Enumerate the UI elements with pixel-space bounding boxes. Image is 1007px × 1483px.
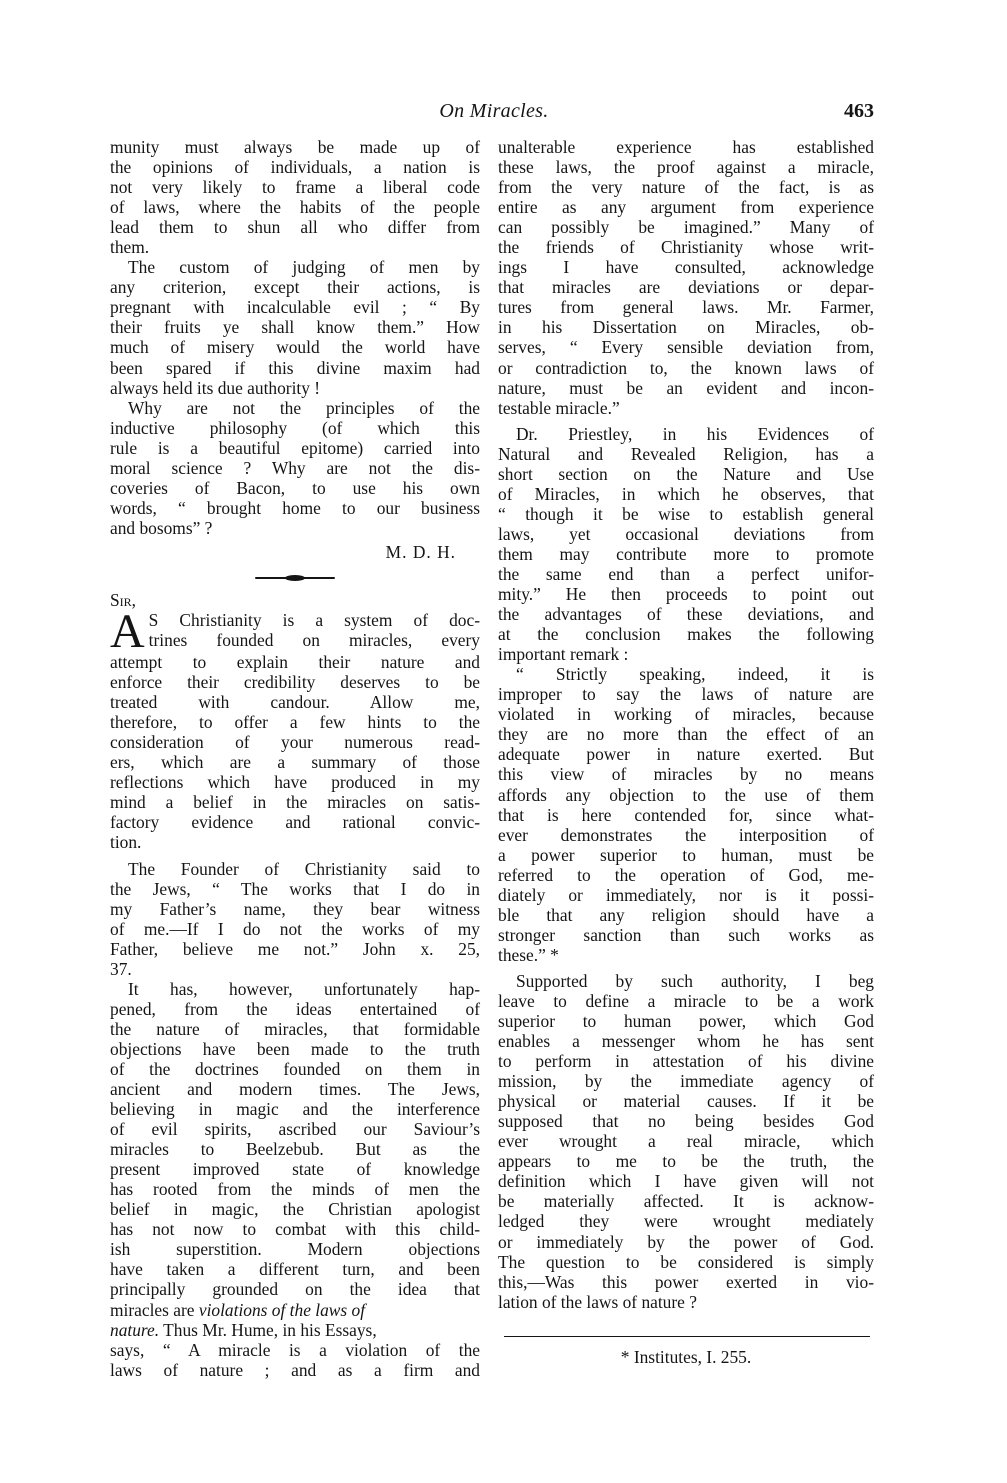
running-title: On Miracles. — [439, 100, 549, 122]
text-line: my Father’s name, they bear witness — [110, 898, 480, 919]
text-line: the same end than a perfect unifor- — [498, 563, 874, 584]
text-line: leave to define a miracle to be a work — [498, 990, 874, 1011]
footnote: * Institutes, I. 255. — [620, 1346, 752, 1367]
text-line: It has, however, unfortunately hap- — [128, 978, 480, 999]
divider-ornament — [255, 572, 335, 584]
text-line: believing in magic and the interference — [110, 1099, 480, 1120]
text-line: The question to be considered is simply — [498, 1251, 874, 1272]
text-line: belief in magic, the Christian apologist — [110, 1199, 480, 1220]
text-line: these.” * — [498, 944, 559, 965]
text-line: from the very nature of the fact, is as — [498, 177, 874, 198]
paragraph — [110, 979, 480, 1380]
text-line: superior to human power, which God — [498, 1011, 874, 1032]
right-column — [498, 137, 874, 1367]
text-line: these laws, the proof against a miracle, — [498, 157, 874, 178]
left-column — [110, 137, 480, 1380]
text-line: the friends of Christianity whose writ- — [498, 237, 874, 258]
text-line: referred to the operation of God, me- — [498, 864, 874, 885]
text-line: their fruits ye shall know them.” How — [110, 317, 480, 338]
text-line: a power superior to human, must be — [498, 844, 874, 865]
page-number: 463 — [844, 100, 874, 122]
text-line: been spared if this divine maxim had — [110, 357, 480, 378]
italic-span: violations of the laws of — [198, 1299, 366, 1320]
text-line: of me.—If I do not the works of my — [110, 918, 480, 939]
text-line: testable miracle.” — [498, 397, 620, 418]
paragraph — [110, 398, 480, 538]
text-line: the advantages of these deviations, and — [498, 604, 874, 625]
signature: M. D. H. — [385, 541, 456, 562]
text-line: ings I have consulted, acknowledge — [498, 257, 874, 278]
text-line: moral science ? Why are not the dis- — [110, 457, 480, 478]
text-line: violated in working of miracles, because — [498, 704, 874, 725]
text-line — [110, 1320, 480, 1340]
text-line: of Miracles, in which he observes, that — [498, 483, 874, 504]
text-line: always held its due authority ! — [110, 377, 321, 398]
text-line: tures from general laws. Mr. Farmer, — [498, 297, 874, 318]
text-line: short section on the Nature and Use — [498, 463, 874, 484]
text-line: coveries of Bacon, to use his own — [110, 477, 480, 498]
text-line: ledged they were wrought mediately — [498, 1211, 874, 1232]
text-line: of evil spirits, ascribed our Saviour’s — [110, 1119, 480, 1140]
text-span: miracles are — [110, 1299, 199, 1320]
text-line: mind a belief in the miracles on satis- — [110, 792, 480, 813]
text-line: “ though it be wise to establish general — [498, 503, 874, 524]
text-line: of the doctrines founded on them in — [110, 1058, 480, 1079]
text-line: ancient and modern times. The Jews, — [110, 1079, 480, 1100]
text-line: pregnant with incalculable evil ; “ By — [110, 297, 480, 318]
text-line: trines founded on miracles, every — [148, 630, 480, 651]
text-line: enables a messenger whom he has sent — [498, 1031, 874, 1052]
text-line: therefore, to offer a few hints to the — [110, 712, 480, 733]
text-line: enforce their credibility deserves to be — [110, 672, 480, 693]
footnote-rule — [504, 1336, 870, 1337]
text-span: Thus Mr. Hume, in his Essays, — [159, 1319, 377, 1340]
text-line: present improved state of knowledge — [110, 1159, 480, 1180]
text-line: appears to me to be the truth, the — [498, 1151, 874, 1172]
text-line: can possibly be imagined.” Many of — [498, 217, 874, 238]
text-line: they are no more than the effect of an — [498, 724, 874, 745]
text-line: consideration of your numerous read- — [110, 732, 480, 753]
text-line: at the conclusion makes the following — [498, 624, 874, 645]
text-line: reflections which have produced in my — [110, 772, 480, 793]
text-line: objections have been made to the truth — [110, 1038, 480, 1059]
text-line: affords any objection to the use of them — [498, 784, 874, 805]
text-line: improper to say the laws of nature are — [498, 684, 874, 705]
text-line: have taken a different turn, and been — [110, 1259, 480, 1280]
text-line: the opinions of individuals, a nation is — [110, 157, 480, 178]
paragraph — [498, 137, 874, 418]
text-line: and bosoms” ? — [110, 517, 213, 538]
text-line: The custom of judging of men by — [128, 257, 480, 278]
text-line: adequate power in nature exerted. But — [498, 744, 874, 765]
text-line: attempt to explain their nature and — [110, 652, 480, 673]
text-line: much of misery would the world have — [110, 337, 480, 358]
text-line: “ Strictly speaking, indeed, it is — [516, 664, 874, 685]
text-line: of laws, where the habits of the people — [110, 197, 480, 218]
text-line: this view of miracles by no means — [498, 764, 874, 785]
text-line: inductive philosophy (of which this — [110, 417, 480, 438]
text-line: ers, which are a summary of those — [110, 752, 480, 773]
text-line: 37. — [110, 958, 132, 979]
text-line: has rooted from the minds of men the — [110, 1179, 480, 1200]
paragraph — [110, 605, 480, 853]
text-line: or immediately by the power of God. — [498, 1231, 874, 1252]
text-line: or contradiction to, the known laws of — [498, 357, 874, 378]
text-line: Why are not the principles of the — [128, 397, 480, 418]
text-line: unalterable experience has established — [498, 137, 874, 157]
text-line: stronger sanction than such works as — [498, 924, 874, 945]
text-line: words, “ brought home to our business — [110, 497, 480, 518]
text-line: serves, “ Every sensible deviation from, — [498, 337, 874, 358]
italic-span: nature. — [110, 1319, 160, 1340]
text-line: treated with candour. Allow me, — [110, 692, 480, 713]
text-line: The Founder of Christianity said to — [128, 858, 480, 879]
text-line: that miracles are deviations or depar- — [498, 277, 874, 298]
text-line: says, “ A miracle is a violation of the — [110, 1339, 480, 1360]
text-line: mity.” He then proceeds to point out — [498, 584, 874, 605]
page-header — [108, 100, 880, 130]
text-line: nature, must be an evident and incon- — [498, 377, 874, 398]
text-line: ble that any religion should have a — [498, 904, 874, 925]
drop-cap: A — [110, 605, 145, 659]
text-line: pened, from the ideas entertained of — [110, 998, 480, 1019]
text-line: munity must always be made up of — [110, 137, 480, 157]
text-line: supposed that no being besides God — [498, 1111, 874, 1132]
text-line: definition which I have given will not — [498, 1171, 874, 1192]
text-line: laws of nature ; and as a firm and — [110, 1359, 480, 1380]
paragraph — [498, 424, 874, 665]
paragraph — [110, 257, 480, 397]
text-line: not very likely to frame a liberal code — [110, 177, 480, 198]
text-line: lation of the laws of nature ? — [498, 1291, 697, 1312]
text-line: that is here contended for, since what- — [498, 804, 874, 825]
text-line: Supported by such authority, I beg — [516, 970, 874, 991]
text-line: tion. — [110, 832, 142, 853]
text-line: ever demonstrates the interposition of — [498, 824, 874, 845]
text-line: Natural and Revealed Religion, has a — [498, 443, 874, 464]
text-line: lead them to shun all who differ from — [110, 217, 480, 238]
text-line: Father, believe me not.” John x. 25, — [110, 938, 480, 959]
text-line: ever wrought a real miracle, which — [498, 1131, 874, 1152]
text-line: any criterion, except their actions, is — [110, 277, 480, 298]
text-line: mission, by the immediate agency of — [498, 1071, 874, 1092]
text-line: physical or material causes. If it be — [498, 1091, 874, 1112]
text-line: them. — [110, 237, 150, 258]
text-line: laws, yet occasional deviations from — [498, 523, 874, 544]
text-line: this,—Was this power exerted in vio- — [498, 1271, 874, 1292]
text-line: factory evidence and rational convic- — [110, 812, 480, 833]
text-line: the nature of miracles, that formidable — [110, 1018, 480, 1039]
text-line: miracles to Beelzebub. But as the — [110, 1139, 480, 1160]
text-line: in his Dissertation on Miracles, ob- — [498, 317, 874, 338]
text-line: diately or immediately, nor is it possi- — [498, 884, 874, 905]
text-line: principally grounded on the idea that — [110, 1279, 480, 1300]
text-line: important remark : — [498, 644, 629, 665]
text-line: them may contribute more to promote — [498, 543, 874, 564]
paragraph — [498, 971, 874, 1312]
text-line: entire as any argument from experience — [498, 197, 874, 218]
text-line: be materially affected. It is acknow- — [498, 1191, 874, 1212]
text-line: S Christianity is a system of doc- — [148, 610, 480, 631]
paragraph — [110, 859, 480, 979]
quotation — [498, 664, 874, 965]
text-line — [110, 1300, 480, 1320]
text-line: to perform in attestation of his divine — [498, 1051, 874, 1072]
text-line: rule is a beautiful epitome) carried into — [110, 437, 480, 458]
text-line: ish superstition. Modern objections — [110, 1239, 480, 1260]
text-line: the Jews, “ The works that I do in — [110, 878, 480, 899]
paragraph — [110, 137, 480, 257]
text-line: Dr. Priestley, in his Evidences of — [516, 423, 874, 444]
text-line: has not now to combat with this child- — [110, 1219, 480, 1240]
salutation: Sir, — [110, 589, 137, 610]
